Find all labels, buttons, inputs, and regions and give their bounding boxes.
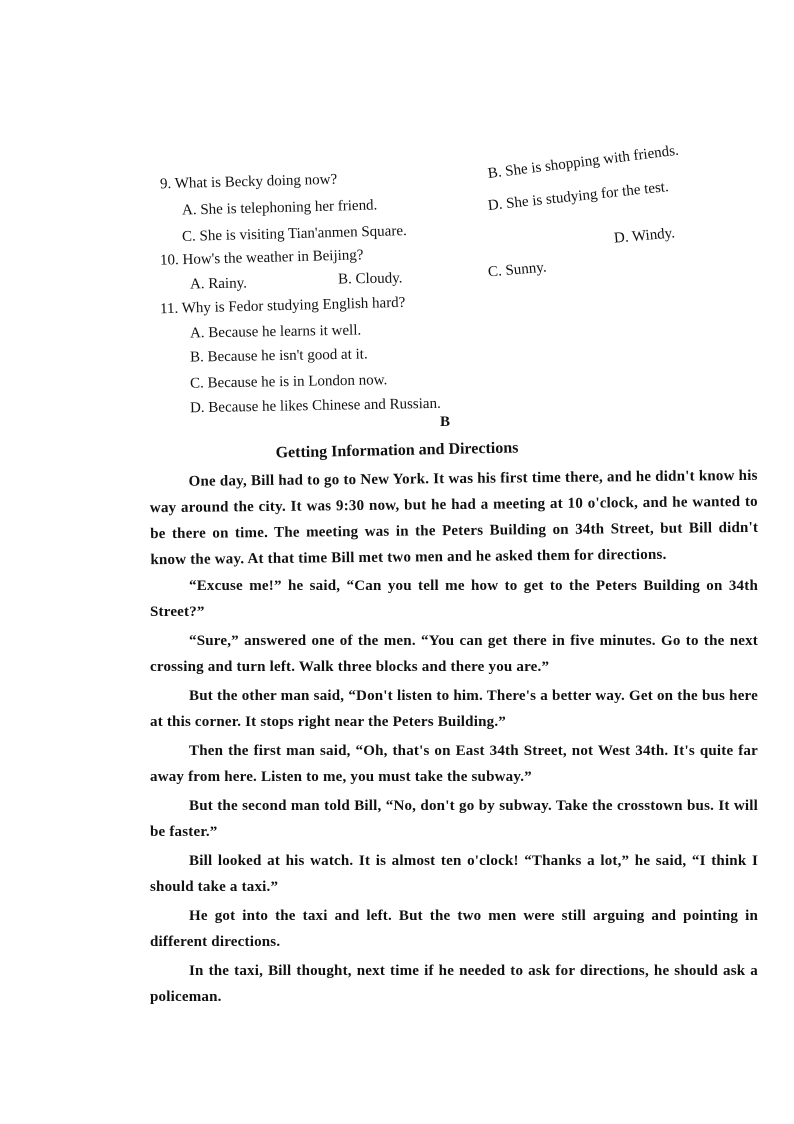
option-11a: A. Because he learns it well. <box>189 322 362 342</box>
option-11d: D. Because he likes Chinese and Russian. <box>189 395 441 417</box>
passage-paragraph: He got into the taxi and left. But the two men were still arguing and pointing in different directions. <box>150 908 758 950</box>
question-number: 11. <box>159 300 179 318</box>
question-stem: What is Becky doing now? <box>174 171 338 192</box>
section-letter: B <box>440 414 451 430</box>
option-9a: A. She is telephoning her friend. <box>181 197 378 219</box>
question-number: 9. <box>159 176 172 193</box>
option-9b: B. She is shopping with friends. <box>486 142 680 182</box>
passage-paragraph: “Sure,” answered one of the men. “You can get there in five minutes. Go to the next crossing and turn left. Walk three blocks and there you are.” <box>150 633 758 675</box>
question-stem: Why is Fedor studying English hard? <box>181 294 406 317</box>
passage-paragraph: Then the first man said, “Oh, that's on East 34th Street, not West 34th. It's quite far away from here. Listen to me, you must take the subway.” <box>150 743 758 785</box>
passage-paragraph: Bill looked at his watch. It is almost ten o'clock! “Thanks a lot,” he said, “I think I should take a taxi.” <box>150 853 758 895</box>
passage-paragraph: “Excuse me!” he said, “Can you tell me how to get to the Peters Building on 34th Street?” <box>150 578 758 620</box>
option-11c: C. Because he is in London now. <box>189 372 388 392</box>
option-10d: D. Windy. <box>613 225 676 247</box>
passage-paragraph: One day, Bill had to go to New York. It was his first time there, and he didn't know his way around the city. It was 9:30 now, but he had a meeting at 10 o'clock, and he wanted to be there on time. The meeting was in the Peters Building on 34th Street, but Bill didn't know the way. At that time Bill met two men and he asked them for directions. <box>149 467 759 569</box>
option-10c: C. Sunny. <box>487 259 548 281</box>
option-9c: C. She is visiting Tian'anmen Square. <box>181 223 407 245</box>
passage-title: Getting Information and Directions <box>275 439 519 462</box>
question-number: 10. <box>159 252 179 269</box>
question-11 <box>160 295 406 318</box>
question-10 <box>160 247 364 269</box>
passage-paragraph: In the taxi, Bill thought, next time if he needed to ask for directions, he should ask a policeman. <box>150 963 758 1005</box>
option-10a: A. Rainy. <box>189 275 248 293</box>
passage-paragraph: But the second man told Bill, “No, don't go by subway. Take the crosstown bus. It will be faster.” <box>150 798 758 840</box>
question-9 <box>160 172 338 194</box>
question-stem: How's the weather in Beijing? <box>182 247 364 269</box>
reading-passage <box>150 466 758 1010</box>
option-10b: B. Cloudy. <box>337 270 403 288</box>
option-9d: D. She is studying for the test. <box>487 179 670 214</box>
passage-paragraph: But the other man said, “Don't listen to him. There's a better way. Get on the bus here at this corner. It stops right near the Peters Building.” <box>150 688 758 730</box>
option-11b: B. Because he isn't good at it. <box>189 346 368 366</box>
